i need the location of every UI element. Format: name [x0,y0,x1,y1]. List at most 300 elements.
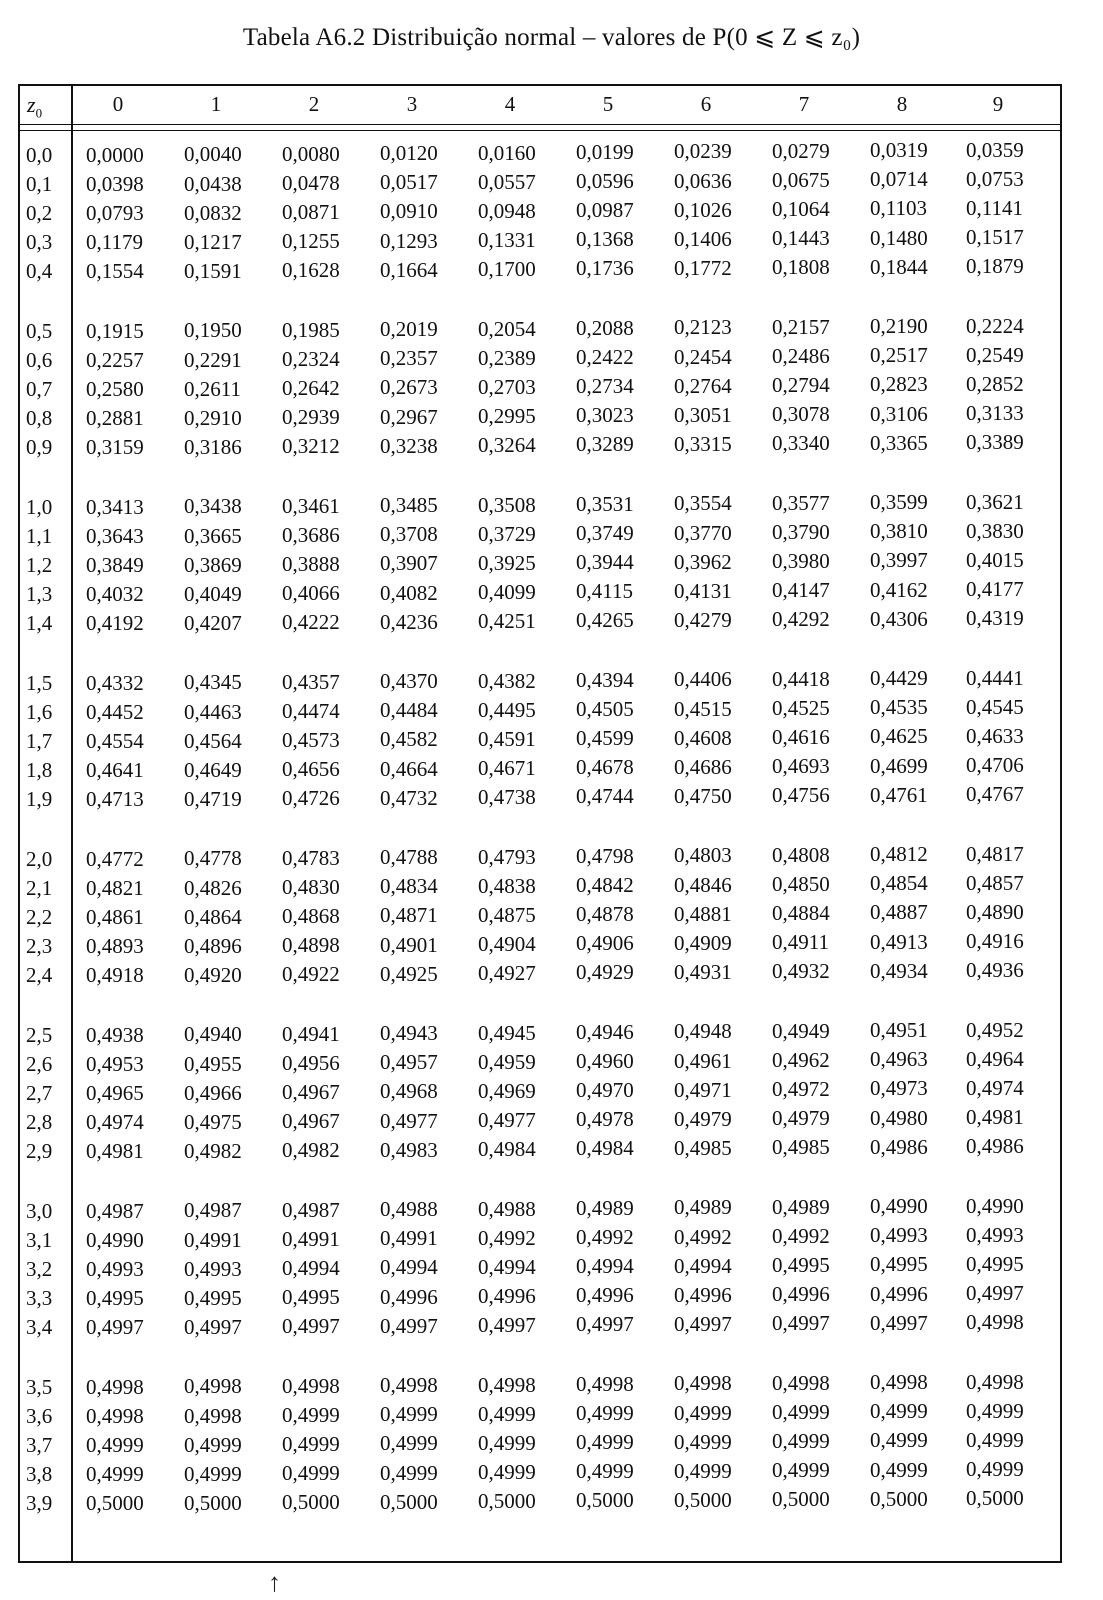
table-cell: 0,4732 [380,785,438,810]
table-cell: 0,3749 [576,521,634,546]
table-cell: 0,4945 [478,1020,536,1045]
row-z-value: 1,7 [26,729,53,754]
table-cell: 0,4222 [282,610,340,635]
table-cell: 0,2190 [870,314,928,339]
table-cell: 0,4999 [772,1458,830,1483]
table-cell: 0,1985 [282,317,340,342]
table-cell: 0,4693 [772,754,830,779]
header-rule-bottom [18,130,1062,131]
table-cell: 0,1591 [184,258,242,283]
table-cell: 0,4999 [478,1430,536,1455]
table-cell: 0,2123 [674,315,732,340]
table-cell: 0,4927 [478,961,536,985]
row-z-value: 2,2 [26,905,53,930]
table-cell: 0,4535 [870,695,928,720]
table-cell: 0,4998 [380,1373,438,1398]
table-cell: 0,3888 [282,552,340,576]
table-cell: 0,2852 [966,371,1024,396]
table-cell: 0,4932 [772,959,830,984]
table-cell: 0,4916 [966,928,1024,953]
table-cell: 0,4997 [772,1311,830,1336]
table-cell: 0,4991 [380,1226,438,1251]
table-cell: 0,4986 [870,1134,928,1159]
table-cell: 0,4975 [184,1109,242,1134]
table-cell: 0,2257 [86,348,144,373]
table-cell: 0,2794 [772,373,830,397]
table-cell: 0,4756 [772,783,830,808]
row-z-value: 2,8 [26,1110,53,1135]
table-cell: 0,3686 [282,522,340,547]
table-cell: 0,4846 [674,872,732,897]
table-cell: 0,0239 [674,139,732,164]
table-cell: 0,4893 [86,934,144,959]
table-cell: 0,4922 [282,962,340,987]
table-cell: 0,2734 [576,374,634,399]
table-cell: 0,4279 [674,607,732,632]
table-cell: 0,4821 [86,876,144,901]
table-cell: 0,4959 [478,1049,536,1074]
table-cell: 0,4357 [282,669,340,694]
table-cell: 0,0557 [478,169,536,194]
table-cell: 0,4997 [184,1314,242,1339]
table-cell: 0,4988 [380,1197,438,1222]
table-cell: 0,4994 [282,1256,340,1280]
table-cell: 0,3997 [870,548,928,573]
table-cell: 0,4989 [674,1195,732,1220]
table-cell: 0,4998 [966,1310,1024,1334]
row-z-value: 2,5 [26,1023,53,1047]
table-cell: 0,4946 [576,1020,634,1044]
table-cell: 0,4505 [576,697,634,722]
table-cell: 0,4987 [184,1198,242,1223]
row-z-value: 3,3 [26,1286,53,1311]
table-cell: 0,2486 [772,343,830,368]
table-cell: 0,3925 [478,550,536,575]
table-cell: 0,4995 [772,1253,830,1277]
table-cell: 0,4999 [86,1433,144,1458]
table-cell: 0,4990 [86,1228,144,1253]
table-cell: 0,4974 [86,1110,144,1135]
column-header-6: 6 [700,92,712,116]
table-cell: 0,3665 [184,523,242,548]
table-cell: 0,3289 [576,432,634,457]
table-cell: 0,1915 [86,319,144,343]
table-cell: 0,4999 [966,1398,1024,1423]
table-cell: 0,3238 [380,433,438,458]
table-cell: 0,4901 [380,932,438,957]
table-cell: 0,4985 [772,1135,830,1160]
table-cell: 0,4984 [478,1137,536,1161]
table-cell: 0,4985 [674,1135,732,1160]
table-cell: 0,4649 [184,757,242,782]
table-cell: 0,4564 [184,728,242,753]
table-cell: 0,4994 [380,1255,438,1280]
column-header-0: 0 [112,92,124,116]
table-cell: 0,0636 [674,168,732,193]
table-cell: 0,4999 [772,1399,830,1424]
table-cell: 0,5000 [576,1488,634,1513]
table-cell: 0,3643 [86,524,144,549]
table-cell: 0,4686 [674,754,732,779]
table-cell: 0,4864 [184,904,242,929]
table-cell: 0,4998 [282,1373,340,1398]
table-cell: 0,4441 [966,665,1024,690]
column-header-7: 7 [798,92,810,116]
table-cell: 0,4987 [282,1197,340,1222]
table-cell: 0,1664 [380,257,438,282]
row-z-value: 3,7 [26,1433,53,1458]
table-cell: 0,4974 [966,1075,1024,1100]
table-cell: 0,0279 [772,138,830,163]
table-cell: 0,4999 [870,1399,928,1424]
table-cell: 0,4878 [576,902,634,927]
row-z-value: 0,1 [26,172,53,197]
table-cell: 0,4066 [282,581,340,606]
table-cell: 0,1950 [184,318,242,343]
table-cell: 0,3729 [478,521,536,546]
table-cell: 0,2549 [966,342,1024,367]
table-cell: 0,3708 [380,522,438,547]
table-cell: 0,4963 [870,1047,928,1072]
table-cell: 0,4463 [184,699,242,724]
table-cell: 0,3621 [966,489,1024,514]
table-cell: 0,4671 [478,755,536,780]
row-z-value: 2,4 [26,963,53,988]
table-cell: 0,4854 [870,871,928,896]
table-cell: 0,4960 [576,1049,634,1074]
table-cell: 0,1331 [478,227,536,252]
table-cell: 0,4641 [86,758,144,783]
table-cell: 0,4995 [184,1285,242,1310]
table-cell: 0,4099 [478,579,536,604]
table-cell: 0,0040 [184,142,242,167]
table-cell: 0,4989 [576,1196,634,1220]
table-cell: 0,4982 [282,1138,340,1163]
table-cell: 0,4999 [184,1432,242,1457]
table-cell: 0,4999 [282,1432,340,1456]
table-cell: 0,4992 [674,1224,732,1249]
table-cell: 0,5000 [966,1486,1024,1510]
table-cell: 0,1217 [184,229,242,254]
row-z-value: 1,5 [26,671,53,695]
table-cell: 0,4994 [674,1253,732,1278]
column-header-5: 5 [602,92,614,116]
table-cell: 0,2611 [184,376,241,401]
table-cell: 0,4625 [870,724,928,749]
row-z-value: 0,4 [26,259,53,284]
table-cell: 0,4997 [380,1313,438,1338]
table-cell: 0,4997 [966,1280,1024,1305]
table-cell: 0,4967 [282,1109,340,1134]
table-cell: 0,4896 [184,933,242,958]
table-cell: 0,3078 [772,402,830,427]
table-cell: 0,4941 [282,1021,340,1046]
table-cell: 0,4982 [184,1138,242,1163]
z-symbol: z [27,92,36,117]
table-cell: 0,4998 [870,1370,928,1395]
table-cell: 0,4998 [966,1369,1024,1394]
table-cell: 0,4332 [86,671,144,695]
table-cell: 0,4999 [380,1431,438,1456]
table-cell: 0,4999 [966,1427,1024,1452]
table-cell: 0,3944 [576,550,634,575]
table-cell: 0,4981 [966,1104,1024,1129]
table-cell: 0,3389 [966,430,1024,454]
row-z-value: 2,1 [26,876,53,901]
table-cell: 0,4115 [576,579,633,604]
table-cell: 0,4965 [86,1081,144,1106]
table-cell: 0,4996 [870,1281,928,1306]
table-cell: 0,4999 [478,1401,536,1426]
table-cell: 0,4999 [674,1429,732,1454]
table-cell: 0,4015 [966,547,1024,572]
table-cell: 0,4979 [772,1106,830,1131]
table-cell: 0,4999 [870,1428,928,1453]
table-cell: 0,4884 [772,901,830,925]
row-z-value: 0,2 [26,201,53,226]
table-cell: 0,4966 [184,1080,242,1105]
column-header-9: 9 [992,92,1004,116]
table-cell: 0,3365 [870,430,928,455]
table-cell: 0,4998 [86,1375,144,1399]
header-rule-top [18,124,1062,125]
table-cell: 0,3830 [966,518,1024,543]
table-cell: 0,4999 [576,1430,634,1455]
row-z-value: 0,9 [26,435,53,460]
table-cell: 0,3599 [870,490,928,515]
row-z-value: 1,2 [26,553,53,578]
table-cell: 0,4319 [966,606,1024,630]
table-cell: 0,4962 [772,1047,830,1072]
table-cell: 0,4993 [870,1223,928,1248]
table-cell: 0,1879 [966,254,1024,278]
table-cell: 0,4992 [576,1225,634,1250]
table-cell: 0,0398 [86,172,144,197]
table-cell: 0,5000 [870,1486,928,1511]
table-cell: 0,4909 [674,930,732,955]
table-cell: 0,4808 [772,842,830,867]
table-cell: 0,4834 [380,874,438,899]
table-cell: 0,4713 [86,787,144,812]
table-cell: 0,4706 [966,752,1024,777]
table-cell: 0,0160 [478,140,536,165]
table-cell: 0,4474 [282,698,340,723]
table-cell: 0,0199 [576,140,634,164]
table-cell: 0,4554 [86,729,144,754]
table-cell: 0,4938 [86,1023,144,1047]
table-cell: 0,4998 [674,1371,732,1396]
table-cell: 0,4599 [576,726,634,751]
table-cell: 0,4995 [870,1252,928,1277]
table-cell: 0,3159 [86,435,144,460]
table-cell: 0,4913 [870,929,928,954]
table-cell: 0,3849 [86,553,144,578]
table-cell: 0,0596 [576,169,634,194]
table-cell: 0,3023 [576,403,634,428]
table-cell: 0,4981 [86,1139,144,1164]
table-cell: 0,4177 [966,576,1024,601]
table-cell: 0,3413 [86,495,144,519]
table-cell: 0,4783 [282,845,340,870]
row-z-value: 1,1 [26,524,53,549]
table-cell: 0,4999 [576,1459,634,1484]
table-cell: 0,2910 [184,405,242,430]
table-cell: 0,4998 [184,1374,242,1399]
table-cell: 0,4999 [282,1402,340,1427]
table-cell: 0,3485 [380,493,438,518]
table-cell: 0,4999 [870,1457,928,1482]
table-cell: 0,3962 [674,549,732,574]
table-cell: 0,5000 [478,1489,536,1513]
table-cell: 0,4082 [380,580,438,605]
table-cell: 0,1844 [870,254,928,279]
table-cell: 0,1026 [674,197,732,222]
table-cell: 0,4997 [282,1314,340,1339]
table-cell: 0,3186 [184,434,242,459]
table-cell: 0,2580 [86,377,144,402]
table-cell: 0,4999 [576,1401,634,1426]
table-cell: 0,0517 [380,170,438,195]
table-cell: 0,0359 [966,137,1024,162]
table-cell: 0,4871 [380,903,438,928]
table-cell: 0,4049 [184,581,242,606]
table-cell: 0,4996 [478,1283,536,1308]
table-cell: 0,3531 [576,492,634,516]
table-cell: 0,4961 [674,1048,732,1073]
table-cell: 0,4817 [966,841,1024,866]
table-cell: 0,4993 [966,1222,1024,1247]
table-cell: 0,4925 [380,961,438,986]
table-cell: 0,4868 [282,904,340,928]
table-cell: 0,2157 [772,314,830,339]
table-cell: 0,3770 [674,520,732,545]
table-cell: 0,4999 [966,1456,1024,1481]
table-cell: 0,1368 [576,227,634,252]
table-cell: 0,0714 [870,167,928,192]
table-cell: 0,3438 [184,494,242,519]
table-frame [18,84,1062,1563]
table-cell: 0,5000 [674,1487,732,1512]
table-cell: 0,4994 [478,1254,536,1279]
table-cell: 0,4998 [772,1370,830,1395]
table-cell: 0,4977 [478,1107,536,1132]
table-cell: 0,4633 [966,723,1024,748]
row-z-value: 1,9 [26,787,53,812]
table-cell: 0,5000 [86,1491,144,1516]
table-cell: 0,3980 [772,549,830,573]
table-cell: 0,0675 [772,167,830,192]
table-cell: 0,4545 [966,694,1024,719]
row-z-value: 0,8 [26,406,53,431]
table-cell: 0,4998 [576,1372,634,1396]
table-cell: 0,4948 [674,1019,732,1044]
table-cell: 0,4207 [184,610,242,635]
row-z-value: 0,5 [26,319,53,343]
table-cell: 0,4857 [966,870,1024,895]
table-cell: 0,0478 [282,170,340,195]
table-cell: 0,4936 [966,958,1024,982]
table-cell: 0,4812 [870,842,928,867]
table-cell: 0,4887 [870,900,928,925]
table-cell: 0,4996 [576,1283,634,1308]
table-cell: 0,2703 [478,374,536,399]
table-cell: 0,2357 [380,346,438,371]
table-cell: 0,0438 [184,171,242,196]
table-cell: 0,2995 [478,403,536,428]
table-cell: 0,4778 [184,846,242,871]
table-cell: 0,4995 [86,1286,144,1311]
table-cell: 0,4767 [966,782,1024,806]
table-cell: 0,4999 [380,1460,438,1485]
table-cell: 0,4306 [870,606,928,631]
table-cell: 0,4699 [870,753,928,778]
table-cell: 0,4998 [184,1403,242,1428]
table-cell: 0,4994 [576,1254,634,1279]
table-cell: 0,3212 [282,434,340,459]
table-cell: 0,2291 [184,347,242,372]
table-cell: 0,3907 [380,551,438,576]
table-cell: 0,3133 [966,400,1024,425]
table-cell: 0,4997 [478,1313,536,1337]
table-cell: 0,0832 [184,200,242,225]
table-cell: 0,4977 [380,1108,438,1133]
table-cell: 0,4999 [282,1461,340,1486]
table-cell: 0,4999 [674,1400,732,1425]
table-cell: 0,1443 [772,226,830,251]
row-z-value: 3,4 [26,1315,53,1340]
table-title: Tabela A6.2 Distribuição normal – valores de P(0 ⩽ Z ⩽ z₀) [242,24,861,51]
table-cell: 0,0000 [86,143,144,167]
column-header-2: 2 [308,92,320,116]
table-cell: 0,4838 [478,873,536,898]
row-z-value: 3,0 [26,1199,53,1223]
table-cell: 0,4971 [674,1077,732,1102]
table-cell: 0,4265 [576,608,634,633]
table-cell: 0,2764 [674,373,732,398]
table-cell: 0,4996 [674,1282,732,1307]
table-cell: 0,2019 [380,317,438,342]
table-cell: 0,4997 [674,1311,732,1336]
table-cell: 0,4608 [674,725,732,750]
table-cell: 0,4515 [674,696,732,721]
table-cell: 0,2967 [380,404,438,429]
table-cell: 0,4452 [86,700,144,725]
table-cell: 0,2454 [674,344,732,369]
table-cell: 0,4678 [576,755,634,780]
table-cell: 0,4979 [674,1106,732,1131]
table-cell: 0,2881 [86,406,144,431]
table-cell: 0,4949 [772,1018,830,1043]
table-cell: 0,4970 [576,1078,634,1103]
table-cell: 0,4953 [86,1052,144,1077]
table-cell: 0,4999 [478,1459,536,1484]
column-header-8: 8 [896,92,908,116]
table-cell: 0,2324 [282,346,340,371]
table-cell: 0,1700 [478,257,536,281]
row-z-value: 2,3 [26,934,53,959]
table-cell: 0,4989 [772,1194,830,1219]
table-cell: 0,0120 [380,141,438,166]
table-cell: 0,3106 [870,401,928,426]
table-cell: 0,4997 [870,1310,928,1335]
table-cell: 0,3790 [772,519,830,544]
table-cell: 0,4850 [772,871,830,896]
table-cell: 0,2642 [282,376,340,400]
table-cell: 0,4788 [380,845,438,870]
table-cell: 0,1255 [282,229,340,254]
table-cell: 0,4964 [966,1046,1024,1071]
table-cell: 0,2088 [576,316,634,340]
